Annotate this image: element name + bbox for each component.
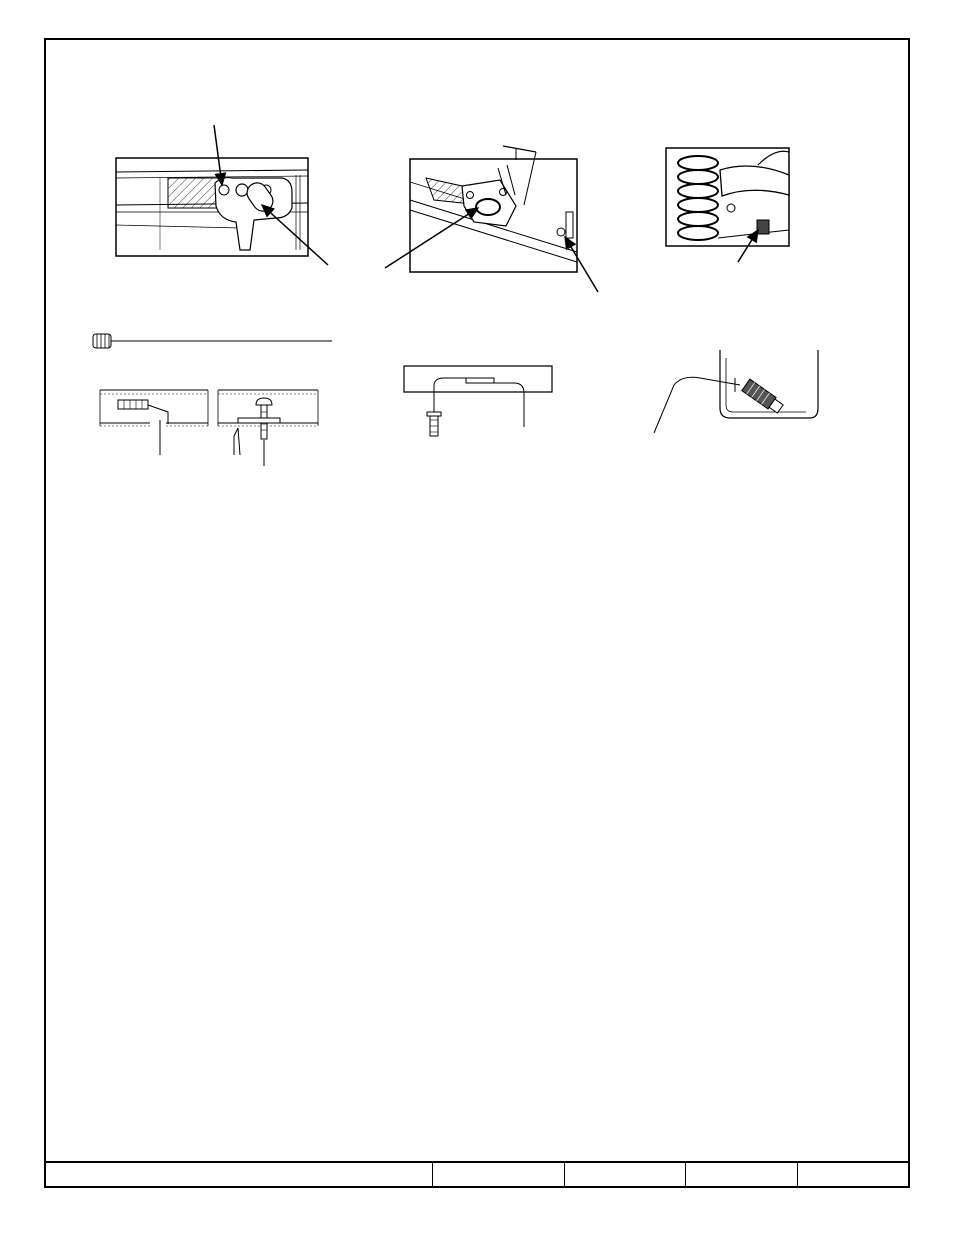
- figure-4-wire-and-sections: [93, 334, 332, 466]
- title-block-cell-5: [798, 1163, 910, 1188]
- title-block-cell-2: [433, 1163, 565, 1188]
- figure-3-coil-spring: [666, 148, 789, 262]
- figure-2-angled-bracket: [385, 146, 598, 292]
- title-block: [44, 1161, 910, 1188]
- title-block-description-cell: [44, 1163, 433, 1188]
- figure-1-frame-bracket: [116, 125, 328, 265]
- title-block-cell-3: [565, 1163, 686, 1188]
- title-block-cell-4: [686, 1163, 798, 1188]
- figure-5-flat-bar: [404, 366, 552, 436]
- figure-6-channel-bolt: [654, 350, 818, 433]
